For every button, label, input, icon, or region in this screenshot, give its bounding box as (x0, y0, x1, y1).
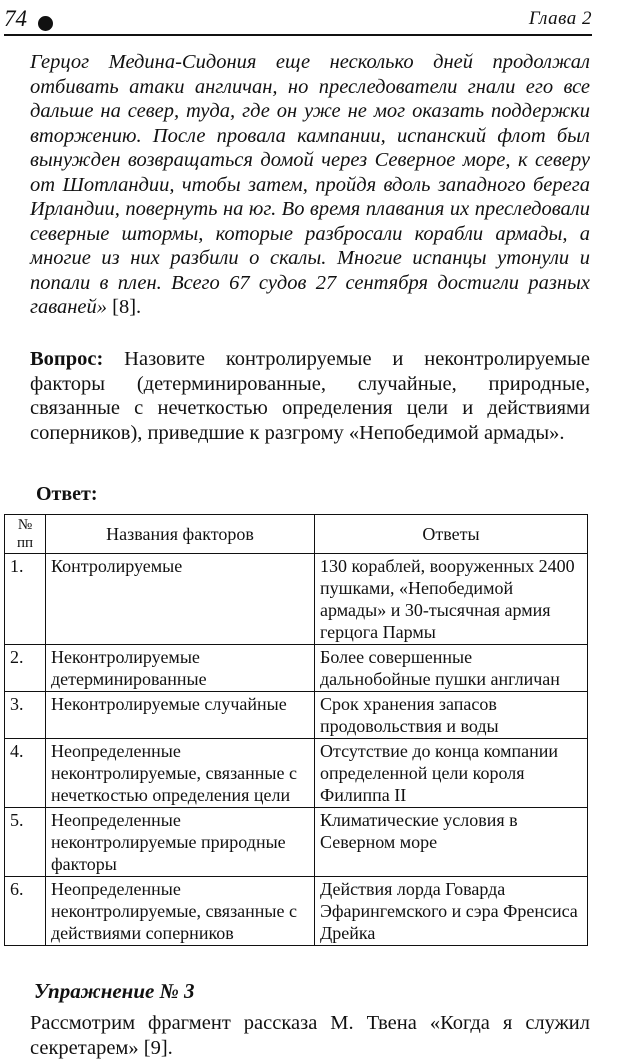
question-paragraph (30, 347, 590, 445)
row-number: 4. (5, 739, 46, 808)
header-number (5, 515, 46, 554)
row-factor-name: Неопределенные неконтролируемые природные факторы (46, 808, 315, 877)
question-label: Вопрос: (30, 348, 104, 370)
chapter-title: Глава 2 (528, 8, 592, 29)
header-factor-name: Названия факторов (46, 515, 315, 554)
row-factor-name: Неопределенные неконтролируемые, связанные с нечеткостью определения цели (46, 739, 315, 808)
row-answer: Климатические условия в Северном море (315, 808, 588, 877)
row-number: 2. (5, 645, 46, 692)
exercise-text: Рассмотрим фрагмент рассказа М. Твена «Когда я служил секретарем» [9]. (30, 1012, 590, 1059)
exercise-title: Упражнение № 3 (34, 979, 195, 1003)
row-answer: Отсутствие до конца компании определенной цели короля Филиппа II (315, 739, 588, 808)
row-number: 3. (5, 692, 46, 739)
row-factor-name: Неконтролируемые случайные (46, 692, 315, 739)
factors-table (4, 514, 588, 946)
row-number: 6. (5, 877, 46, 946)
answer-label: Ответ: (36, 483, 98, 505)
page-header (4, 4, 592, 36)
question-text: Назовите контролируемые и неконтролируемые факторы (детерминированные, случайные, природные, связанные с нечеткостью определения цели и действиями соперников), приведшие к разгрому «Непобедимой армады». (30, 348, 590, 444)
row-number: 1. (5, 554, 46, 645)
table-header-row (5, 515, 588, 554)
row-answer: 130 кораблей, вооруженных 2400 пушками, «Непобедимой армады» и 30-тысячная армия герцога Пармы (315, 554, 588, 645)
row-number: 5. (5, 808, 46, 877)
row-answer: Срок хранения запасов продовольствия и воды (315, 692, 588, 739)
quote-paragraph (30, 50, 590, 320)
row-factor-name: Неконтролируемые детерминированные (46, 645, 315, 692)
header-number-line1: № (17, 517, 33, 533)
quote-reference: [8]. (107, 296, 142, 318)
table-row (5, 808, 588, 877)
row-answer: Более совершенные дальнобойные пушки англичан (315, 645, 588, 692)
header-number-line2: пп (16, 535, 34, 551)
header-answer: Ответы (315, 515, 588, 554)
table-row (5, 692, 588, 739)
page-number: 74 (4, 6, 27, 31)
table-row (5, 554, 588, 645)
table-row (5, 877, 588, 946)
row-factor-name: Контролируемые (46, 554, 315, 645)
row-factor-name: Неопределенные неконтролируемые, связанные с действиями соперников (46, 877, 315, 946)
row-answer: Действия лорда Говарда Эфарингемского и сэра Френсиса Дрейка (315, 877, 588, 946)
bullet-icon (38, 16, 53, 31)
quote-text: Герцог Медина-Сидония еще несколько дней продолжал отбивать атаки англичан, но преследователи гнали его все дальше на север, туда, где он уже не мог оказать поддержки вторжению. После провала кампании, испанский флот был вынужден возвращаться домой через Северное море, к северу от Шотландии, чтобы затем, пройдя вдоль западного берега Ирландии, повернуть на юг. Во время плавания их преследовали северные штормы, которые разбросали корабли армады, а многие из них разбили о скалы. Многие испанцы утонули и попали в плен. Всего 67 судов 27 сентября достигли разных гаваней» (30, 51, 590, 318)
table-row (5, 739, 588, 808)
table-row (5, 645, 588, 692)
